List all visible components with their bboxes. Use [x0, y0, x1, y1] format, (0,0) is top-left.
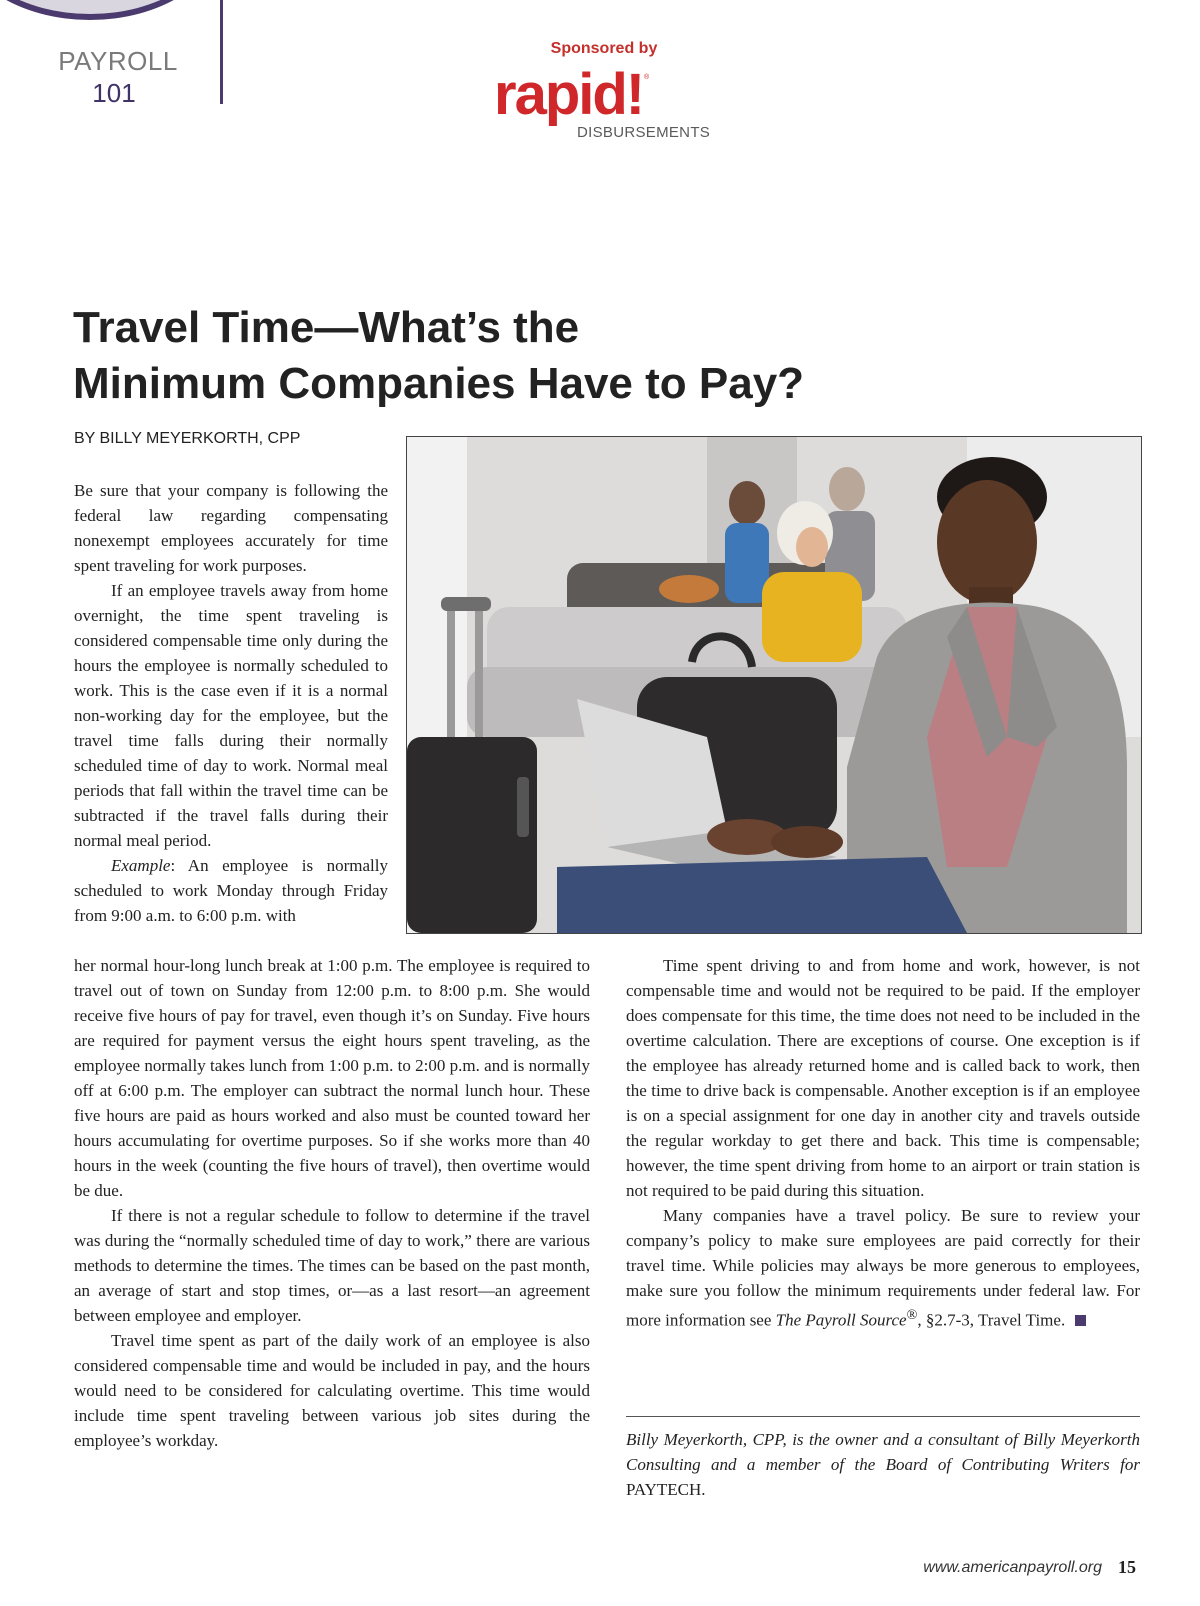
publication-name: PAYTECH. — [626, 1480, 706, 1499]
article-column-1-top — [74, 478, 388, 928]
article-column-1-bottom — [74, 953, 590, 1453]
bio-divider — [626, 1416, 1140, 1417]
author-bio-body: Billy Meyerkorth, CPP, is the owner and a consultant of Billy Meyerkorth Consulting and a member of the Board of Contributing Writers for — [626, 1430, 1140, 1474]
sponsored-label: Sponsored by — [550, 40, 658, 57]
paragraph-daily-work-travel: Travel time spent as part of the daily work of an employee is also considered compensable time and would be included in pay, and the hours would need to be considered for calculating overtime. This time would include time spent traveling between various job sites during the employee’s workday. — [74, 1331, 590, 1450]
sponsor-logo-registered: ® — [644, 74, 650, 81]
paragraph-overnight-travel: If an employee travels away from home overnight, the time spent traveling is considered compensable time only during the hours the employee is normally scheduled to work. This is the case even if it is a normal non-working day for the employee, but the travel time falls during their normally scheduled time of day to work. Normal meal periods that fall within the travel time can be subtracted if the travel falls during their normal meal period. — [74, 581, 388, 850]
article-column-2 — [626, 953, 1140, 1333]
example-label: Example — [111, 856, 171, 875]
policy-text: Many companies have a travel policy. Be sure to review your company’s policy to make sure employees are paid correctly for their travel time. While policies may always be more generous to employees, make sure you follow the minimum requirements under federal law. For more information see — [626, 1206, 1140, 1330]
section-number: 101 — [92, 78, 136, 108]
article-byline: BY BILLY MEYERKORTH, CPP — [74, 430, 301, 447]
airport-traveler-illustration — [407, 437, 1141, 933]
source-registered: ® — [906, 1307, 918, 1323]
article-title — [73, 300, 973, 412]
end-mark-icon — [1075, 1315, 1086, 1326]
paragraph-example-start — [74, 853, 388, 928]
article-photo — [406, 436, 1142, 934]
sponsor-logo-subtitle: DISBURSEMENTS — [577, 124, 711, 141]
paragraph-travel-policy — [626, 1203, 1140, 1333]
paragraph-no-regular-schedule: If there is not a regular schedule to follow to determine if the travel was during the “normally scheduled time of day to work,” there are various methods to determine the times. The times can be based on the past month, an average of start and stop times, or—as a last resort—an agreement between employee and employer. — [74, 1206, 590, 1325]
article-title-line2: Minimum Companies Have to Pay? — [73, 359, 805, 408]
author-bio-text — [626, 1427, 1140, 1502]
source-title: The Payroll Source — [775, 1310, 907, 1330]
article-title-line1: Travel Time—What’s the — [73, 303, 580, 352]
header-divider — [220, 0, 223, 104]
author-bio — [626, 1427, 1140, 1502]
paragraph-example-continued: her normal hour-long lunch break at 1:00 p.m. The employee is required to travel out of town on Sunday from 12:00 p.m. to 8:00 p.m. She would receive five hours of pay for travel, even though it’s on Sunday. Five hours are required for payment versus the eight hours spent traveling, as the employee normally takes lunch from 1:00 p.m. to 2:00 p.m. and is normally off at 6:00 p.m. The employer can subtract the normal lunch hour. These five hours are paid as hours worked and also must be counted toward her hours accumulating for overtime purposes. So if she works more than 40 hours in the week (counting the five hours of travel), then overtime would be due. — [74, 956, 590, 1200]
source-reference: , §2.7-3, Travel Time. — [917, 1310, 1066, 1330]
sponsor-logo-word: rapid! — [494, 62, 644, 127]
example-text: : An employee is normally scheduled to work Monday through Friday from 9:00 a.m. to 6:00 p.m. with — [74, 856, 388, 925]
section-name: PAYROLL — [58, 46, 178, 76]
footer-website-link[interactable]: www.americanpayroll.org — [923, 1559, 1102, 1576]
paragraph-intro: Be sure that your company is following the federal law regarding compensating nonexempt employees accurately for time spent traveling for work purposes. — [74, 481, 388, 575]
paragraph-commute: Time spent driving to and from home and work, however, is not compensable time and would not be required to be paid. If the employer does compensate for this time, the time does not need to be included in the overtime calculation. There are exceptions of course. One exception is if the employee has already returned home and is called back to work, then the time to drive back is compensable. Another exception is if an employee is on a special assignment for one day in another city and travels outside the regular workday to get there and back. This time is compensable; however, the time spent driving from home to an airport or train station is not required to be paid during this situation. — [626, 956, 1140, 1200]
header-arc-decoration — [0, 0, 220, 20]
page-number: 15 — [1118, 1557, 1136, 1577]
